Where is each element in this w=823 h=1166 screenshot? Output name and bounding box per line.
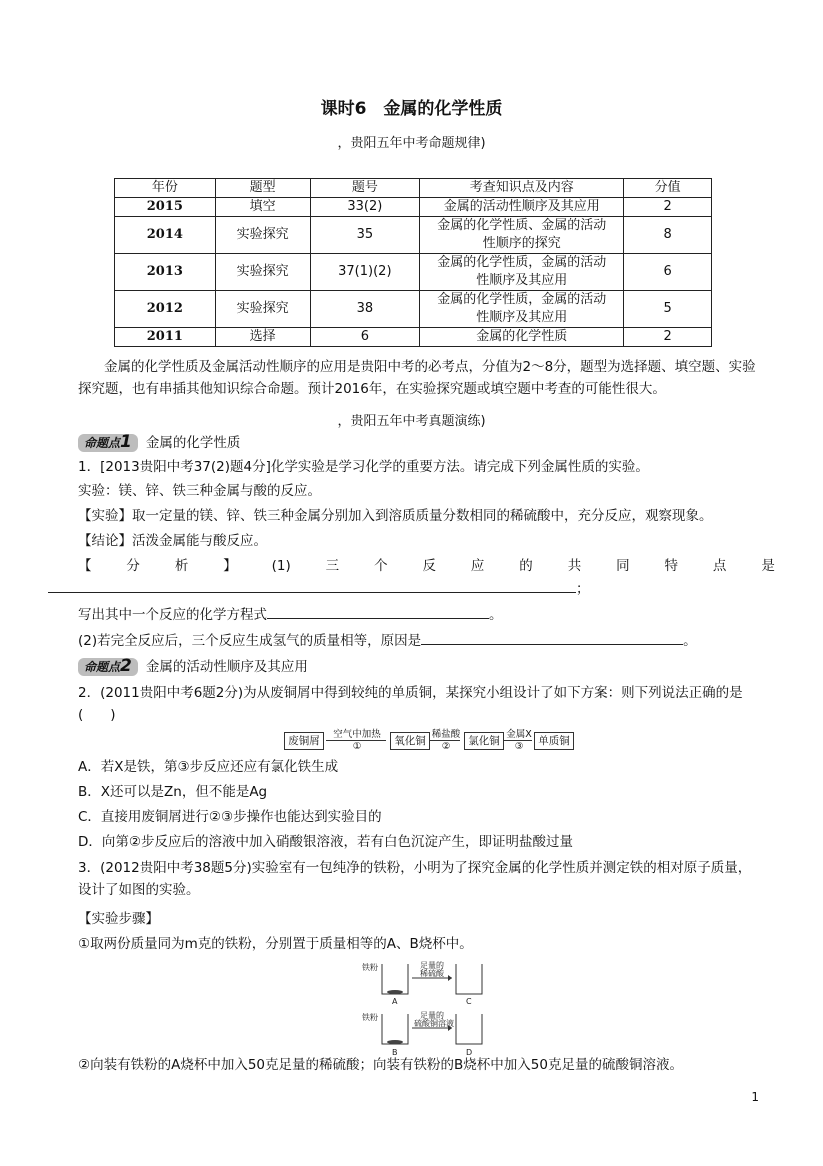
answer-blank[interactable] — [48, 578, 576, 593]
question-3-step-2: ②向装有铁粉的A烧杯中加入50克足量的稀硫酸；向装有铁粉的B烧杯中加入50克足量的硫酸铜溶液。 — [78, 1057, 683, 1073]
topic-point-2 — [78, 656, 763, 678]
iron-powder-b — [387, 1040, 403, 1044]
table-row — [115, 291, 712, 328]
table-row — [115, 217, 712, 254]
topic-badge: 命题点1 — [78, 434, 138, 452]
exam-stats-table — [114, 178, 712, 347]
beaker-label-c: C — [466, 997, 472, 1006]
question-3-step-1: ①取两份质量同为m克的铁粉，分别置于质量相等的A、B烧杯中。 — [78, 936, 473, 952]
cell-type: 实验探究 — [215, 291, 310, 328]
flow-box-copper-oxide: 氧化铜 — [390, 732, 430, 750]
cell-year: 2012 — [115, 291, 216, 328]
cell-number: 37(1)(2) — [310, 254, 420, 291]
topic-title: 金属的活动性顺序及其应用 — [145, 659, 308, 675]
table-row — [115, 198, 712, 217]
cell-year: 2014 — [115, 217, 216, 254]
answer-line-1: ； — [48, 578, 590, 600]
question-1-experiment: 实验：镁、锌、铁三种金属与酸的反应。 — [78, 483, 321, 499]
page-number: 1 — [751, 1090, 759, 1104]
topic-title: 金属的化学性质 — [145, 435, 241, 451]
flow-arrow-step: ② — [441, 741, 451, 752]
answer-blank[interactable] — [267, 604, 489, 619]
cell-number: 35 — [310, 217, 420, 254]
col-header-type: 题型 — [215, 179, 310, 198]
page-title: 课时6 金属的化学性质 — [320, 99, 503, 119]
cell-content: 金属的化学性质，金属的活动性顺序及其应用 — [420, 254, 624, 291]
question-3-stem: 3．(2012贵阳中考38题5分)实验室有一包纯净的铁粉，小明为了探究金属的化学性质并测定铁的相对原子质量，设计了如图的实验。 — [78, 860, 752, 898]
question-1-stem: 1．[2013贵阳中考37(2)题4分]化学实验是学习化学的重要方法。请完成下列金属性质的实验。 — [78, 459, 649, 475]
cell-score: 2 — [624, 198, 712, 217]
beaker-d — [456, 1014, 482, 1044]
col-header-score: 分值 — [624, 179, 712, 198]
beaker-label-a: A — [392, 997, 398, 1006]
flow-box-copper-chloride: 氯化铜 — [464, 732, 504, 750]
cell-type: 填空 — [215, 198, 310, 217]
col-header-number: 题号 — [310, 179, 420, 198]
table-header-row — [115, 179, 712, 198]
beaker-b — [382, 1014, 408, 1044]
cell-score: 2 — [624, 328, 712, 347]
question-1-analysis: 【 分 析 】 (1) 三 个 反 应 的 共 同 特 点 是 — [78, 558, 775, 574]
cell-year: 2011 — [115, 328, 216, 347]
acid-label-1: 足量的 — [420, 961, 444, 970]
cell-number: 38 — [310, 291, 420, 328]
col-header-year: 年份 — [115, 179, 216, 198]
col-header-content: 考查知识点及内容 — [420, 179, 624, 198]
cell-score: 5 — [624, 291, 712, 328]
question-1-step: 【实验】取一定量的镁、锌、铁三种金属分别加入到溶质质量分数相同的稀硫酸中，充分反应，观察现象。 — [78, 508, 713, 524]
flow-arrow-step: ① — [352, 741, 362, 752]
summary-paragraph: 金属的化学性质及金属活动性顺序的应用是贵阳中考的必考点，分值为2～8分，题型为选择题、填空题、实验探究题，也有串插其他知识综合命题。预计2016年，在实验探究题或填空题中考查的可能性很大。 — [78, 359, 756, 397]
question-3-steps-label: 【实验步骤】 — [78, 911, 159, 927]
option-b: B．X还可以是Zn，但不能是Ag — [78, 784, 268, 800]
question-1-part2: (2)若完全反应后，三个反应生成氢气的质量相等，原因是 。 — [78, 630, 763, 652]
section-heading-rules: ，贵阳五年中考命题规律) — [337, 136, 486, 151]
answer-blank[interactable] — [421, 630, 683, 645]
cell-content: 金属的化学性质，金属的活动性顺序及其应用 — [420, 291, 624, 328]
section-heading-exercises: ，贵阳五年中考真题演练) — [337, 414, 486, 429]
flow-arrow-step: ③ — [514, 741, 524, 752]
cell-content: 金属的化学性质 — [420, 328, 624, 347]
cell-number: 6 — [310, 328, 420, 347]
beaker-label-b: B — [392, 1048, 398, 1057]
beaker-c — [456, 964, 482, 994]
cell-type: 实验探究 — [215, 217, 310, 254]
flow-arrow-label: 金属X — [506, 729, 532, 740]
flow-box-pure-copper: 单质铜 — [534, 732, 574, 750]
option-d: D．向第②步反应后的溶液中加入硝酸银溶液，若有白色沉淀产生，即证明盐酸过量 — [78, 834, 573, 850]
cell-number: 33(2) — [310, 198, 420, 217]
question-1-conclusion: 【结论】活泼金属能与酸反应。 — [78, 533, 267, 549]
beaker-diagram — [362, 958, 502, 1058]
flow-box-scrap-copper: 废铜屑 — [284, 732, 324, 750]
flow-arrow-label: 稀盐酸 — [431, 729, 461, 740]
beaker-a — [382, 964, 408, 994]
iron-powder-a — [387, 990, 403, 994]
question-1-equation: 写出其中一个反应的化学方程式 。 — [78, 604, 763, 626]
acid-label-2: 稀硫酸 — [420, 969, 444, 978]
cuso4-label-2: 硫酸铜溶液 — [414, 1019, 454, 1028]
table-row — [115, 254, 712, 291]
cell-score: 8 — [624, 217, 712, 254]
cell-year: 2015 — [115, 198, 216, 217]
flow-diagram — [284, 729, 574, 759]
question-2-stem: 2．(2011贵阳中考6题2分)为从废铜屑中得到较纯的单质铜，某探究小组设计了如下方案：则下列说法正确的是( ) — [78, 685, 743, 723]
topic-badge: 命题点2 — [78, 658, 138, 676]
cell-year: 2013 — [115, 254, 216, 291]
cuso4-label-1: 足量的 — [420, 1011, 444, 1020]
topic-point-1 — [78, 432, 763, 454]
iron-label-a: 铁粉 — [362, 963, 378, 972]
option-c: C．直接用废铜屑进行②③步操作也能达到实验目的 — [78, 809, 382, 825]
iron-label-b: 铁粉 — [362, 1013, 378, 1022]
table-row — [115, 328, 712, 347]
cell-score: 6 — [624, 254, 712, 291]
cell-content: 金属的活动性顺序及其应用 — [420, 198, 624, 217]
option-a: A．若X是铁，第③步反应还应有氯化铁生成 — [78, 759, 339, 775]
cell-type: 选择 — [215, 328, 310, 347]
cell-content: 金属的化学性质、金属的活动性顺序的探究 — [420, 217, 624, 254]
beaker-label-d: D — [466, 1048, 473, 1057]
flow-arrow-label: 空气中加热 — [333, 729, 381, 740]
cell-type: 实验探究 — [215, 254, 310, 291]
